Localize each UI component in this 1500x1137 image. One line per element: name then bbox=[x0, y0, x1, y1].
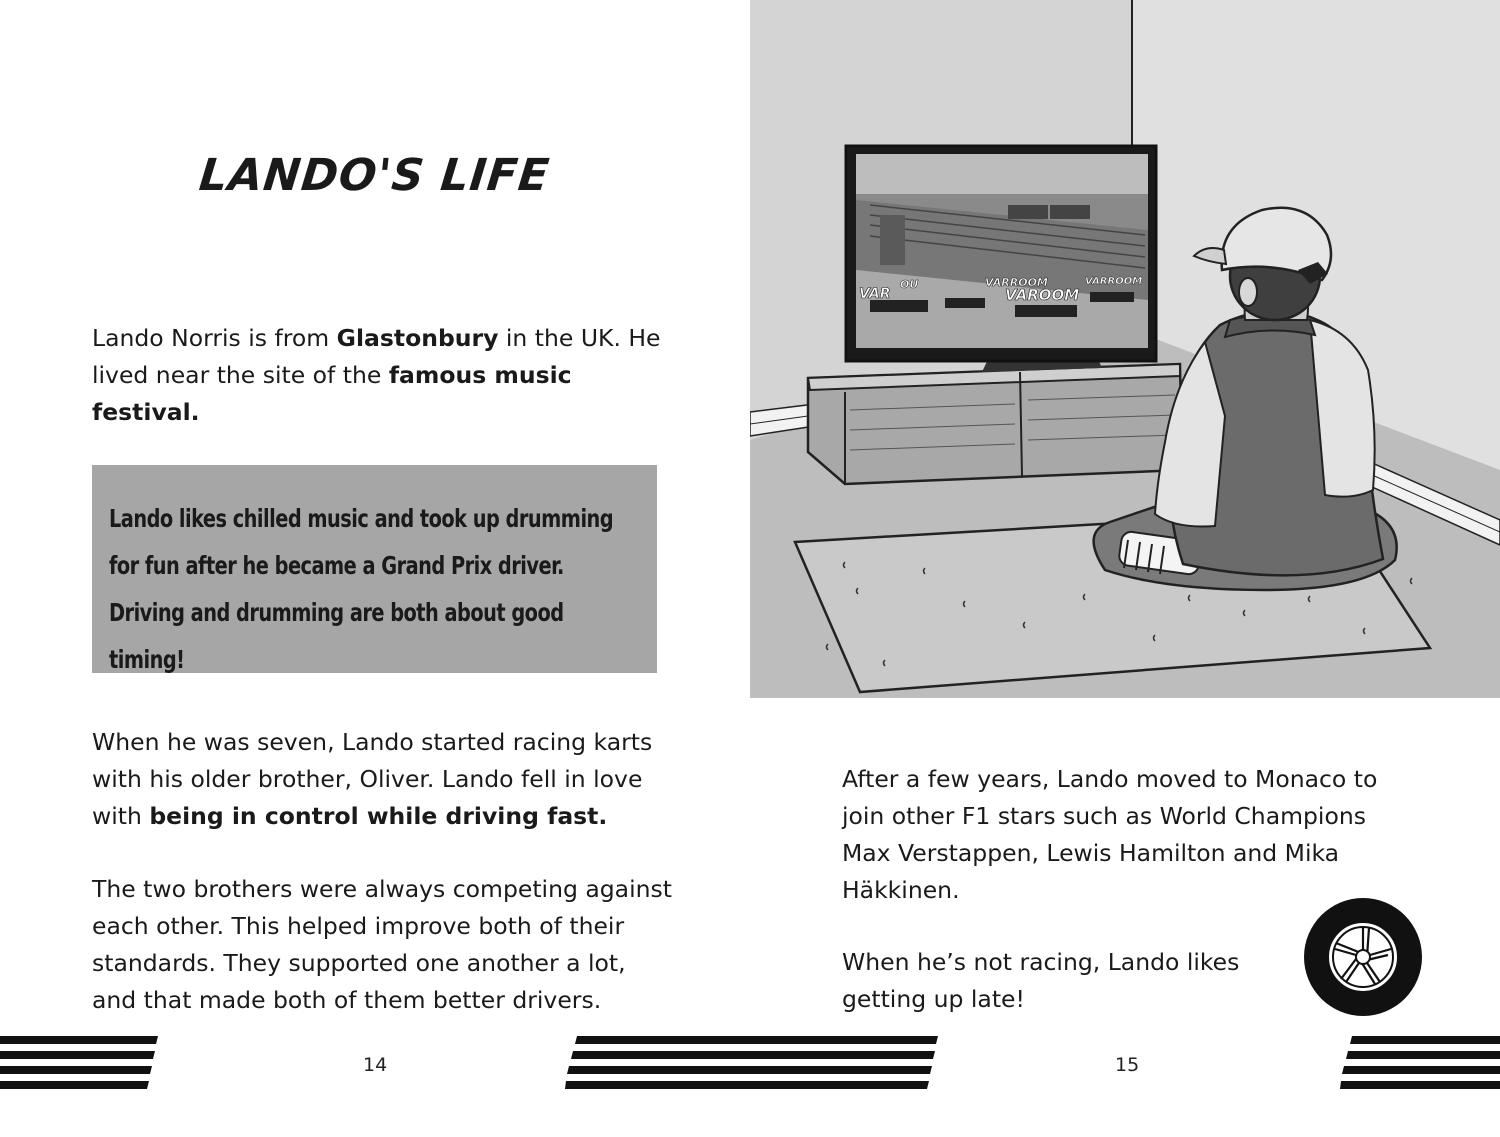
karting-paragraph bbox=[92, 724, 672, 835]
tv-sound-text-1: VAR bbox=[859, 286, 891, 302]
racing-stripes-left bbox=[0, 1036, 160, 1094]
illustration-boy-watching-tv bbox=[750, 0, 1500, 698]
racing-stripes-center-right bbox=[750, 1036, 940, 1094]
bold-run-1: Glastonbury bbox=[336, 324, 499, 352]
callout-box bbox=[92, 465, 657, 673]
bold-run-1: being in control while driving fast. bbox=[149, 802, 608, 830]
bold-run-3: famous music festival. bbox=[92, 361, 572, 426]
brothers-paragraph: The two brothers were always competing against each other. This helped improve both of their standards. They supported one another a lot, and that made both of them better drivers. bbox=[92, 875, 672, 1014]
monaco-paragraph: After a few years, Lando moved to Monaco to join other F1 stars such as World Champions Max Verstappen, Lewis Hamilton and Mika Häkkinen. bbox=[842, 765, 1378, 904]
page-number-right: 15 bbox=[1115, 1054, 1140, 1076]
text-run-0: Lando Norris is from bbox=[92, 324, 337, 352]
text-run-2: in the UK. He lived near the site of the bbox=[92, 324, 661, 389]
tv-sound-text-4: VARROOM bbox=[1085, 276, 1143, 287]
tyre-icon bbox=[1303, 897, 1423, 1017]
right-page bbox=[750, 0, 1500, 1137]
callout-text: Lando likes chilled music and took up drumming for fun after he became a Grand Prix driver. Driving and drumming are both about good timing! bbox=[109, 504, 614, 674]
text-run-0: When he was seven, Lando started racing karts with his older brother, Oliver. Lando fell in love with bbox=[92, 728, 653, 830]
tv-sound-text-2: VARROOM bbox=[985, 276, 1048, 289]
late-riser-paragraph: When he’s not racing, Lando likes getting up late! bbox=[842, 948, 1240, 1013]
racing-stripes-right bbox=[1340, 1036, 1500, 1094]
page-number-left: 14 bbox=[363, 1054, 388, 1076]
svg-text:OU: OU bbox=[900, 278, 919, 291]
tv-sound-text-3: VAROOM bbox=[1005, 286, 1080, 304]
racing-stripes-center-left bbox=[565, 1036, 750, 1094]
intro-paragraph bbox=[92, 320, 672, 431]
page-title: LANDO'S LIFE bbox=[196, 150, 553, 201]
